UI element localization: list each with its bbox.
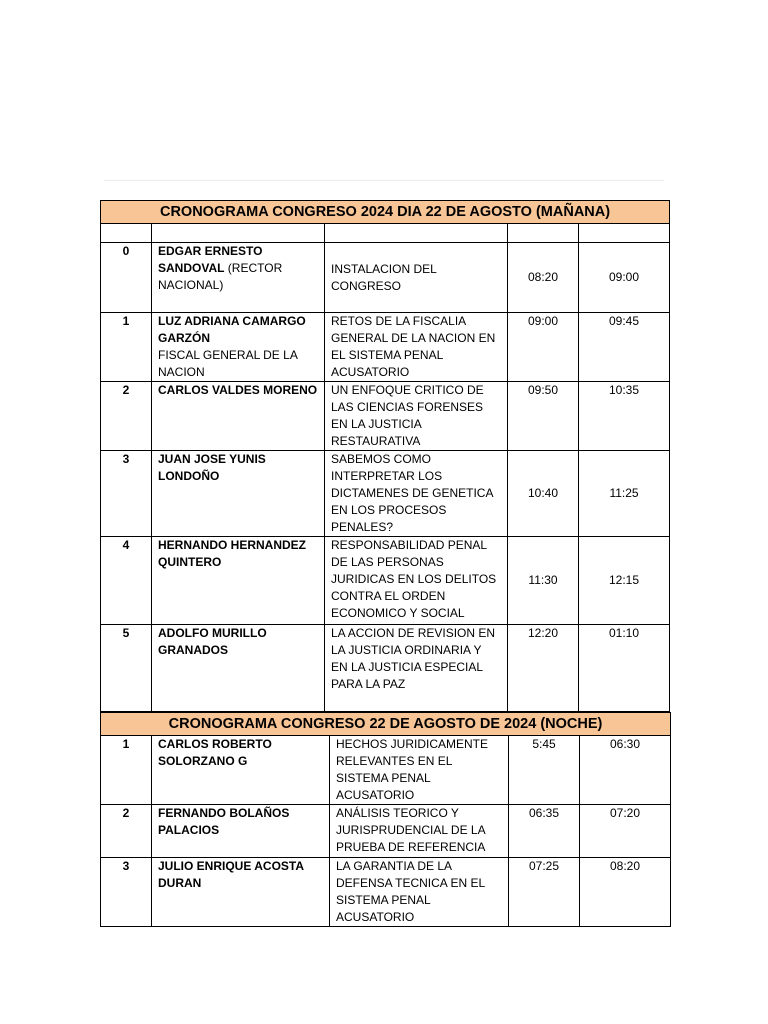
- speaker-name: LUZ ADRIANA CAMARGO GARZÓN: [158, 314, 306, 345]
- session-number: 0: [101, 243, 152, 313]
- end-time: 06:30: [580, 736, 671, 805]
- session-topic: RESPONSABILIDAD PENAL DE LAS PERSONAS JURIDICAS EN LOS DELITOS CONTRA EL ORDEN ECONOMICO Y SOCIAL: [325, 537, 508, 625]
- table-row: [101, 805, 671, 858]
- table-row: [101, 313, 670, 382]
- start-time: 11:30: [508, 537, 579, 625]
- table-row: [101, 382, 670, 451]
- morning-schedule-table: [100, 200, 670, 712]
- end-time: 12:15: [579, 537, 670, 625]
- speaker-cell: [152, 243, 325, 313]
- session-number: 4: [101, 537, 152, 625]
- session-topic: LA GARANTIA DE LA DEFENSA TECNICA EN EL SISTEMA PENAL ACUSATORIO: [330, 858, 509, 927]
- session-number: 1: [101, 313, 152, 382]
- speaker-name: JUAN JOSE YUNIS LONDOÑO: [152, 451, 325, 537]
- start-time: 09:50: [508, 382, 579, 451]
- start-time: 5:45: [509, 736, 580, 805]
- session-number: 1: [101, 736, 152, 805]
- start-time: 06:35: [509, 805, 580, 858]
- end-time: 09:45: [579, 313, 670, 382]
- table-row: [101, 537, 670, 625]
- speaker-name: FERNANDO BOLAÑOS PALACIOS: [152, 805, 330, 858]
- night-schedule-table: [100, 712, 671, 927]
- end-time: 07:20: [580, 805, 671, 858]
- speaker-name: EDGAR ERNESTO SANDOVAL: [158, 244, 263, 275]
- end-time: 10:35: [579, 382, 670, 451]
- night-schedule-title: CRONOGRAMA CONGRESO 22 DE AGOSTO DE 2024 (NOCHE): [101, 713, 671, 736]
- speaker-name: ADOLFO MURILLO GRANADOS: [152, 625, 325, 712]
- session-number: 2: [101, 805, 152, 858]
- header-rule: [104, 180, 664, 181]
- session-topic: SABEMOS COMO INTERPRETAR LOS DICTAMENES DE GENETICA EN LOS PROCESOS PENALES?: [325, 451, 508, 537]
- session-number: 5: [101, 625, 152, 712]
- table-row: [101, 451, 670, 537]
- session-topic: LA ACCION DE REVISION EN LA JUSTICIA ORDINARIA Y EN LA JUSTICIA ESPECIAL PARA LA PAZ: [325, 625, 508, 712]
- speaker-cell: [152, 313, 325, 382]
- start-time: 10:40: [508, 451, 579, 537]
- session-topic: UN ENFOQUE CRITICO DE LAS CIENCIAS FORENSES EN LA JUSTICIA RESTAURATIVA: [325, 382, 508, 451]
- session-topic: INSTALACION DEL CONGRESO: [325, 243, 508, 313]
- start-time: 08:20: [508, 243, 579, 313]
- speaker-name: CARLOS ROBERTO SOLORZANO G: [152, 736, 330, 805]
- speaker-name: JULIO ENRIQUE ACOSTA DURAN: [152, 858, 330, 927]
- session-number: 3: [101, 451, 152, 537]
- morning-schedule-title: CRONOGRAMA CONGRESO 2024 DIA 22 DE AGOSTO (MAÑANA): [101, 201, 670, 224]
- table-row: [101, 736, 671, 805]
- speaker-role: (RECTOR NACIONAL): [158, 261, 283, 292]
- start-time: 09:00: [508, 313, 579, 382]
- speaker-role: FISCAL GENERAL DE LA NACION: [158, 348, 298, 379]
- end-time: 08:20: [580, 858, 671, 927]
- end-time: 11:25: [579, 451, 670, 537]
- start-time: 07:25: [509, 858, 580, 927]
- end-time: 09:00: [579, 243, 670, 313]
- table-row: [101, 625, 670, 712]
- session-topic: RETOS DE LA FISCALIA GENERAL DE LA NACION EN EL SISTEMA PENAL ACUSATORIO: [325, 313, 508, 382]
- session-topic: HECHOS JURIDICAMENTE RELEVANTES EN EL SISTEMA PENAL ACUSATORIO: [330, 736, 509, 805]
- start-time: 12:20: [508, 625, 579, 712]
- session-number: 3: [101, 858, 152, 927]
- table-row: [101, 224, 670, 243]
- table-row: [101, 243, 670, 313]
- table-row: [101, 858, 671, 927]
- session-topic: ANÁLISIS TEORICO Y JURISPRUDENCIAL DE LA PRUEBA DE REFERENCIA: [330, 805, 509, 858]
- end-time: 01:10: [579, 625, 670, 712]
- speaker-name: CARLOS VALDES MORENO: [152, 382, 325, 451]
- speaker-name: HERNANDO HERNANDEZ QUINTERO: [152, 537, 325, 625]
- session-number: 2: [101, 382, 152, 451]
